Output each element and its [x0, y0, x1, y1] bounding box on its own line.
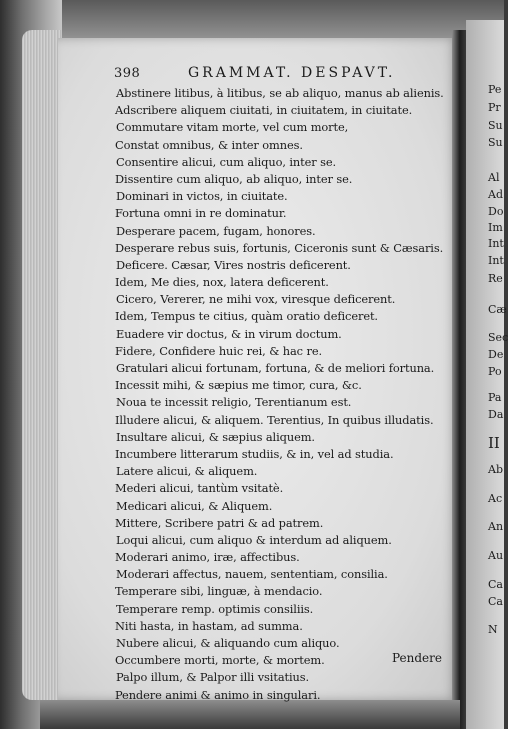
- running-head: GRAMMAT. DESPAVT.: [188, 65, 396, 81]
- right-page-fragment: N: [488, 623, 498, 636]
- right-page-fragment: Ab: [488, 463, 503, 476]
- text-line: Mederi alicui, tantùm vsitatè.: [115, 481, 284, 496]
- right-page-fragment: Do: [488, 205, 504, 218]
- text-line: Moderari animo, iræ, affectibus.: [115, 550, 300, 565]
- text-line: Dominari in victos, in ciuitate.: [116, 189, 288, 204]
- text-line: Incessit mihi, & sæpius me timor, cura, &c.: [115, 378, 362, 393]
- text-line: Medicari alicui, & Aliquem.: [116, 498, 273, 513]
- catchword: Pendere: [392, 651, 442, 665]
- right-page-fragment: Pr: [488, 101, 501, 114]
- text-line: Insultare alicui, & sæpius aliquem.: [116, 429, 315, 444]
- text-line: Moderari affectus, nauem, sententiam, consilia.: [116, 567, 388, 582]
- book-gutter: [452, 30, 466, 729]
- text-line: Idem, Me dies, nox, latera deficerent.: [115, 275, 329, 290]
- text-line: Occumbere morti, morte, & mortem.: [115, 653, 325, 668]
- right-page-fragment: II: [488, 434, 500, 452]
- text-line: Nubere alicui, & aliquando cum aliquo.: [116, 636, 340, 650]
- text-line: Gratulari alicui fortunam, fortuna, & de meliori fortuna.: [116, 361, 435, 375]
- text-line: Euadere vir doctus, & in virum doctum.: [116, 326, 342, 341]
- text-line: Fortuna omni in re dominatur.: [115, 206, 287, 221]
- text-line: Incumbere litterarum studiis, & in, vel ad studia.: [115, 446, 394, 461]
- text-line: Mittere, Scribere patri & ad patrem.: [115, 515, 324, 530]
- text-line: Adscribere aliquem ciuitati, in ciuitatem, in ciuitate.: [115, 103, 413, 118]
- text-line: Cicero, Vererer, ne mihi vox, viresque deficerent.: [116, 292, 396, 307]
- text-line: Niti hasta, in hastam, ad summa.: [115, 618, 303, 633]
- right-page-fragment: Da: [488, 408, 504, 421]
- text-line: Consentire alicui, cum aliquo, inter se.: [116, 154, 337, 169]
- right-page-fragment: Im: [488, 221, 503, 234]
- right-page-fragment: Su: [488, 136, 503, 149]
- page-number: 398: [114, 66, 141, 81]
- text-block: [115, 85, 450, 704]
- text-line: Constat omnibus, & inter omnes.: [115, 137, 303, 152]
- right-page-fragment: Sec: [488, 331, 508, 344]
- right-page-fragment: Re: [488, 272, 503, 285]
- text-line: Temperare sibi, linguæ, à mendacio.: [115, 584, 323, 599]
- right-page-fragment: Su: [488, 119, 503, 132]
- text-line: Palpo illum, & Palpor illi vsitatius.: [116, 670, 310, 685]
- right-page-fragment: Int: [488, 254, 504, 267]
- text-line: Commutare vitam morte, vel cum morte,: [116, 120, 349, 135]
- text-line: Abstinere litibus, à litibus, se ab aliquo, manus ab alienis.: [116, 86, 444, 100]
- text-line: Desperare rebus suis, fortunis, Ciceronis sunt & Cæsaris.: [115, 240, 444, 255]
- right-page-fragment: Po: [488, 365, 502, 378]
- text-line: Desperare pacem, fugam, honores.: [116, 223, 316, 238]
- text-line: Noua te incessit religio, Terentianum est.: [116, 395, 352, 410]
- right-page-fragment: Au: [488, 549, 504, 562]
- text-line: Temperare remp. optimis consiliis.: [116, 601, 314, 616]
- right-page-fragment: Int: [488, 237, 504, 250]
- right-page-fragment: Ca: [488, 595, 503, 608]
- right-page-fragment: De: [488, 348, 504, 361]
- right-page-fragment: Ac: [488, 492, 503, 505]
- right-page-fragment: Ad: [488, 188, 503, 201]
- text-line: Pendere animi & animo in singulari.: [115, 687, 321, 702]
- page-stack: [22, 30, 62, 700]
- right-page-fragment: Al: [488, 171, 500, 184]
- book-bottom-edge: [40, 700, 460, 729]
- page-header: [114, 66, 444, 84]
- text-line: Illudere alicui, & aliquem. Terentius, In quibus illudatis.: [115, 412, 434, 427]
- right-page-fragment: An: [488, 520, 504, 533]
- text-line: Dissentire cum aliquo, ab aliquo, inter se.: [115, 171, 353, 186]
- right-page-fragment: Ca: [488, 578, 503, 591]
- right-page-fragment: Pa: [488, 391, 502, 404]
- right-page-fragment: Pe: [488, 83, 502, 96]
- text-line: Latere alicui, & aliquem.: [116, 464, 258, 479]
- right-page-fragment: Cæ: [488, 303, 507, 316]
- text-line: Loqui alicui, cum aliquo & interdum ad aliquem.: [116, 532, 392, 547]
- text-line: Idem, Tempus te citius, quàm oratio deficeret.: [115, 309, 378, 324]
- text-line: Fidere, Confidere huic rei, & hac re.: [115, 343, 322, 358]
- text-line: Deficere. Cæsar, Vires nostris deficerent.: [116, 257, 351, 272]
